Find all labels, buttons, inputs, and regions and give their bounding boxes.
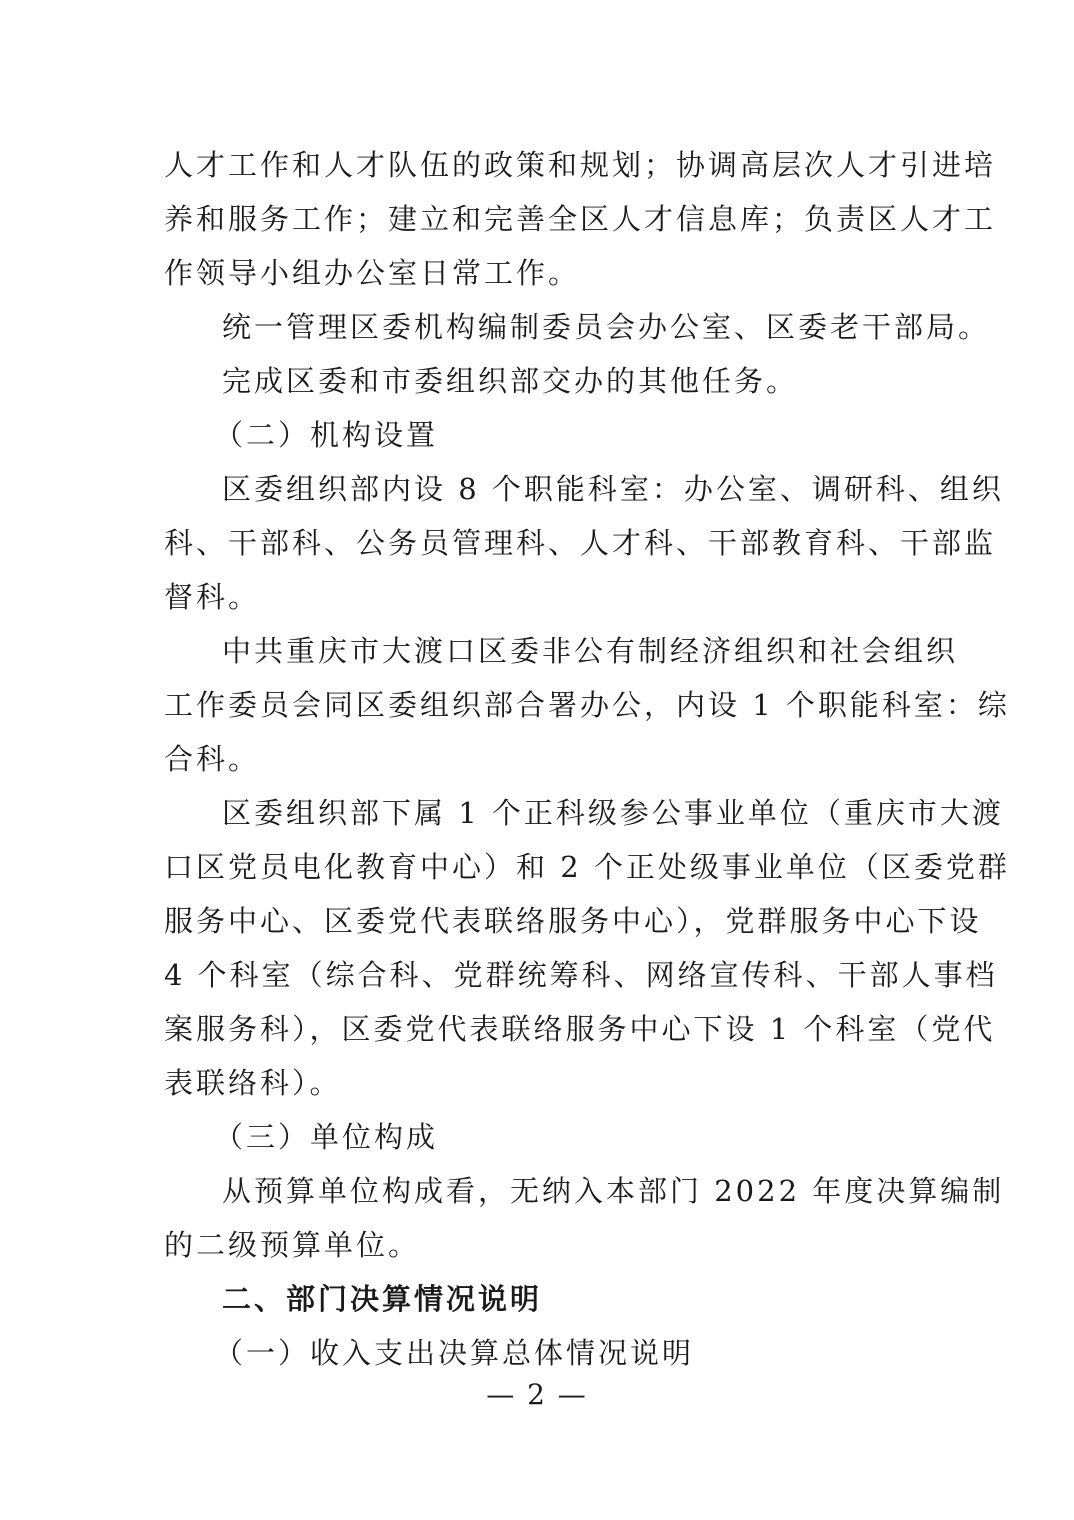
text-line: 区委组织部下属 1 个正科级参公事业单位（重庆市大渡 [222, 796, 1004, 830]
text-line: 人才工作和人才队伍的政策和规划；协调高层次人才引进培 [164, 148, 997, 182]
document-body [164, 138, 1010, 1380]
paragraph-internal-departments [164, 462, 1004, 624]
heading-unit-composition: （三）单位构成 [214, 1120, 439, 1154]
paragraph-unified-management: 统一管理区委机构编制委员会办公室、区委老干部局。 [222, 310, 991, 344]
section-heading-final-accounts: 二、部门决算情况说明 [222, 1282, 543, 1316]
text-line: 的二级预算单位。 [164, 1228, 421, 1262]
paragraph-non-public-committee [164, 624, 1010, 786]
text-line: 4 个科室（综合科、党群统筹科、网络宣传科、干部人事档 [164, 958, 998, 992]
page-number: — 2 — [486, 1378, 588, 1411]
text-line: 从预算单位构成看，无纳入本部门 2022 年度决算编制 [222, 1174, 1005, 1208]
text-line: 科、干部科、公务员管理科、人才科、干部教育科、干部监 [164, 526, 997, 560]
text-line: 区委组织部内设 8 个职能科室：办公室、调研科、组织 [222, 472, 1004, 506]
paragraph-affiliated-units [164, 786, 1010, 1110]
text-line: 作领导小组办公室日常工作。 [164, 256, 581, 290]
text-line: 案服务科），区委党代表联络服务中心下设 1 个科室（党代 [164, 1012, 996, 1046]
text-line: 工作委员会同区委组织部合署办公，内设 1 个职能科室：综 [164, 688, 1010, 722]
text-line: 督科。 [164, 580, 261, 614]
paragraph-other-tasks: 完成区委和市委组织部交办的其他任务。 [222, 364, 799, 398]
text-line: 养和服务工作；建立和完善全区人才信息库；负责区人才工 [164, 202, 997, 236]
paragraph-budget-units [164, 1164, 1005, 1272]
paragraph-talent-work [164, 138, 997, 300]
heading-institution-setup: （二）机构设置 [214, 418, 439, 452]
text-line: 表联络科）。 [164, 1066, 342, 1100]
text-line: 合科。 [164, 742, 261, 776]
text-line: 口区党员电化教育中心）和 2 个正处级事业单位（区委党群 [164, 850, 1010, 884]
heading-revenue-expenditure-overview: （一）收入支出决算总体情况说明 [214, 1336, 695, 1370]
text-line: 服务中心、区委党代表联络服务中心），党群服务中心下设 [164, 904, 982, 938]
text-line: 中共重庆市大渡口区委非公有制经济组织和社会组织 [222, 634, 959, 668]
